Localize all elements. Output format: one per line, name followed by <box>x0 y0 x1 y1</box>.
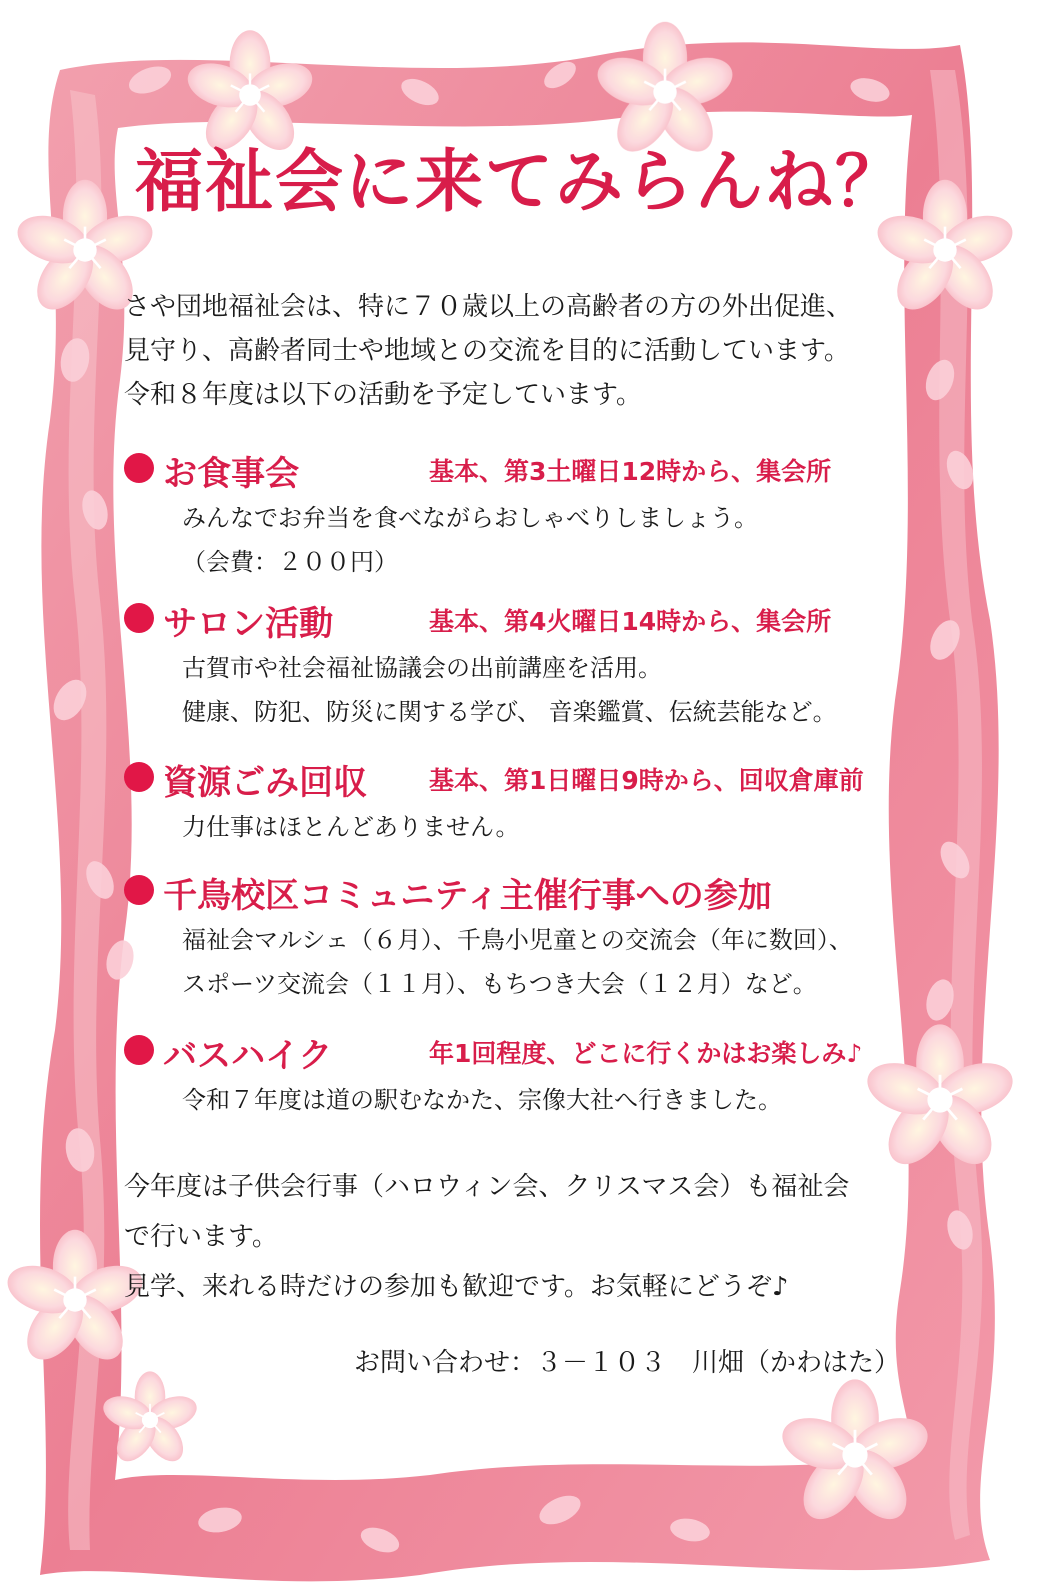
closing-text <box>124 1162 914 1312</box>
intro-text <box>124 285 914 417</box>
contact-info: お問い合わせ：３－１０３ 川畑（かわはた） <box>353 1348 900 1378</box>
section-title: 千鳥校区コミュニティ主催行事への参加 <box>163 876 772 916</box>
intro-line: 令和８年度は以下の活動を予定しています。 <box>124 380 642 410</box>
section-description <box>182 1078 924 1122</box>
description-line: 力仕事はほとんどありません。 <box>182 813 520 841</box>
section-title: バスハイク <box>163 1036 333 1076</box>
section-schedule: 年1回程度、どこに行くかはお楽しみ♪ <box>429 1039 863 1068</box>
page-title: 福祉会に来てみらんね？ <box>134 143 905 222</box>
section-description <box>182 646 924 734</box>
section-title: 資源ごみ回収 <box>163 763 368 803</box>
description-line: みんなでお弁当を食べながらおしゃべりしましょう。 <box>182 504 758 532</box>
section-description <box>182 496 924 584</box>
section-title: お食事会 <box>163 454 300 494</box>
section-schedule: 基本、第1日曜日9時から、回収倉庫前 <box>429 766 864 795</box>
description-line: 福祉会マルシェ（６月）、千鳥小児童との交流会（年に数回）、 <box>182 926 853 954</box>
bullet-icon <box>124 603 154 633</box>
description-line: 令和７年度は道の駅むなかた、宗像大社へ行きました。 <box>182 1086 782 1114</box>
description-line: スポーツ交流会（１１月）、もちつき大会（１２月）など。 <box>182 970 817 998</box>
description-line: 古賀市や社会福祉協議会の出前講座を活用。 <box>182 654 662 682</box>
closing-line: 今年度は子供会行事（ハロウィン会、クリスマス会）も福祉会 <box>124 1172 850 1202</box>
section-description <box>182 918 924 1006</box>
intro-line: さや団地福祉会は、特に７０歳以上の高齢者の方の外出促進、 <box>124 292 853 322</box>
section-salon <box>124 596 924 734</box>
section-recycling <box>124 755 924 849</box>
bullet-icon <box>124 762 154 792</box>
description-line: 健康、防犯、防災に関する学び、 音楽鑑賞、伝統芸能など。 <box>182 698 837 726</box>
closing-line: 見学、来れる時だけの参加も歓迎です。お気軽にどうぞ♪ <box>124 1272 789 1302</box>
section-schedule: 基本、第3土曜日12時から、集会所 <box>429 457 832 486</box>
bullet-icon <box>124 453 154 483</box>
bullet-icon <box>124 1035 154 1065</box>
description-line: （会費：２００円） <box>182 548 398 576</box>
section-meal <box>124 446 924 584</box>
intro-line: 見守り、高齢者同士や地域との交流を目的に活動しています。 <box>124 336 850 366</box>
section-bus-hike <box>124 1028 924 1122</box>
bullet-icon <box>124 875 154 905</box>
section-description <box>182 805 924 849</box>
section-community <box>124 868 924 1006</box>
section-title: サロン活動 <box>163 604 334 644</box>
section-schedule: 基本、第4火曜日14時から、集会所 <box>429 607 832 636</box>
closing-line: で行います。 <box>124 1222 278 1252</box>
